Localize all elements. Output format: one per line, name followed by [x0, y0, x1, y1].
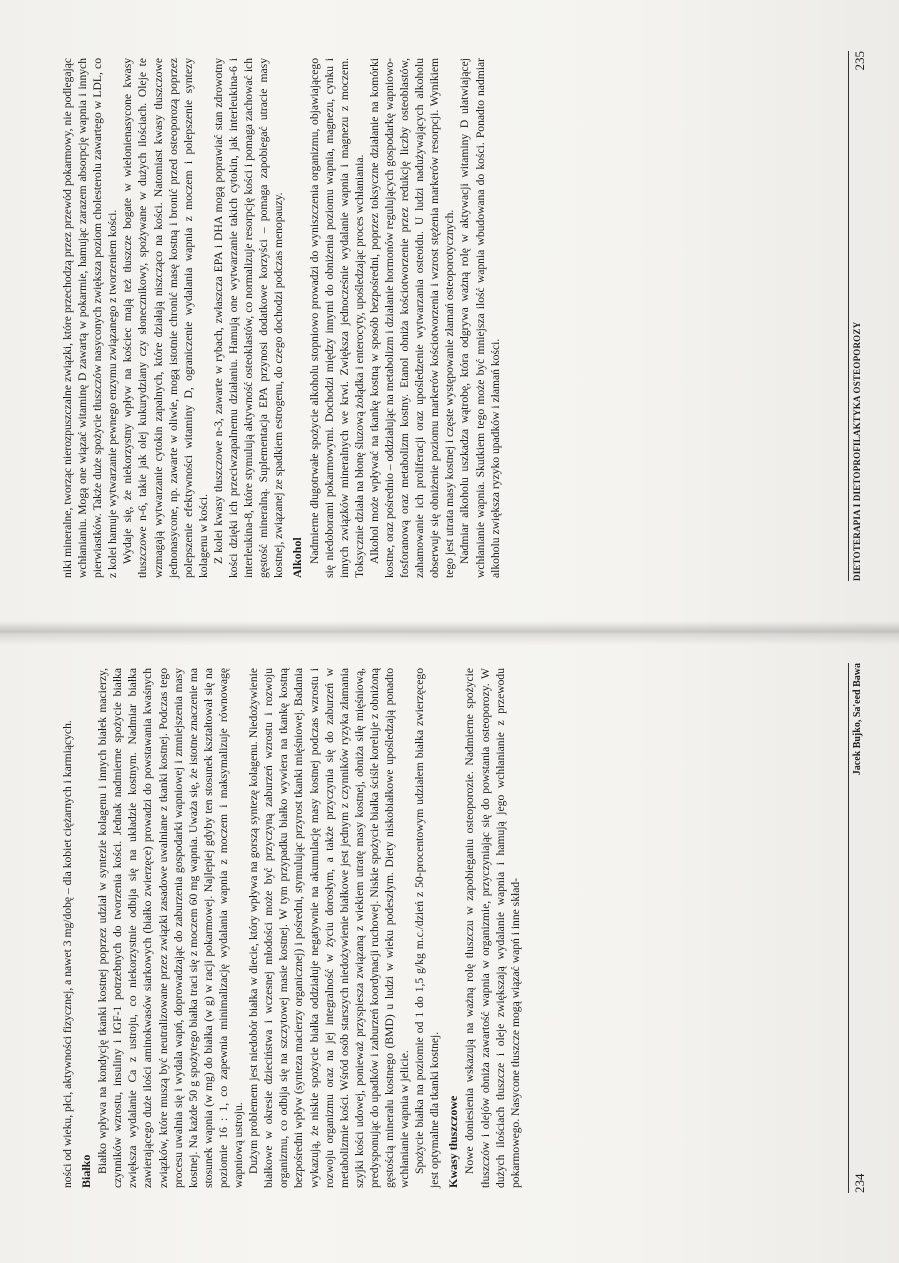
section-heading: Białko: [79, 1154, 94, 1188]
body-paragraph: Nowe doniesienia wskazują na ważną rolę tłuszczu w zapobieganiu osteoporozie. Nadmierne spożycie tłuszczów i olejów obniża zawartość wapnia w organizmie, przyczyniając się do powstania osteoporozy. W dużych ilościach tłuszcze i oleje zwiększają wydalanie wapnia i hamują jego wchłanianie z przewodu pokarmowego. Nasycone tłuszcze mogą wiązać wapń i inne skład-: [463, 668, 522, 1188]
running-head-chapter: DIETOTERAPIA I DIETOPROFILAKTYKA OSTEOPOROZY: [852, 321, 862, 581]
body-paragraph: Spożycie białka na poziomie od 1 do 1,5 g/kg m.c./dzień z 50-procentowym udziałem białka zwierzęcego jest optymalne dla tkanki kostnej.: [413, 668, 442, 1188]
body-paragraph: Z kolei kwasy tłuszczowe n-3, zawarte w rybach, zwłaszcza EPA i DHA mogą poprawiać stan zdrowotny kości dzięki ich przeciwzapalnemu działaniu. Hamują one wytwarzanie takich cytokin, jak interleukina-6 i interleukina-8, które stymulują aktywność osteoklastów, co normalizuje resorpcję kości i pomaga zachować ich gęstość mineralną. Suplementacja EPA przynosi dodatkowe korzyści – pomaga zapobiegać utracie masy kostnej, związanej ze spadkiem estrogenu, do czego dochodzi podczas menopauzy.: [211, 58, 286, 578]
page-number: 235: [852, 51, 867, 71]
body-paragraph: Wydaje się, że niekorzystny wpływ na kościec mają też tłuszcze bogate w wielonienasycone kwasy tłuszczowe n-6, takie jak olej kukurydziany czy słonecznikowy, spożywane w dużych ilościach. Oleje te wzmagają wytwarzanie cytokin zapalnych, które działają niszcząco na kości. Natomiast kwasy tłuszczowe jednonasycone, np. zawarte w oliwie, mogą istotnie chronić masę kostną i bronić przed osteoporozą poprzez polepszenie efektywności witaminy D, ograniczenie wydalania wapnia z moczem i polepszenie syntezy kolagenu w kości.: [121, 58, 210, 578]
section-heading: Alkohol: [290, 537, 305, 578]
left-page-text-column: [60, 668, 523, 1188]
page-number: 234: [852, 1173, 867, 1193]
section-heading: Kwasy tłuszczowe: [446, 1095, 461, 1188]
right-page: [0, 0, 899, 623]
left-page-footer: [848, 663, 868, 1193]
body-paragraph: ności od wieku, płci, aktywności fizycznej, a nawet 3 mg/dobę – dla kobiet ciężarnych i karmiących.: [61, 720, 74, 1188]
right-page-text-column: [60, 58, 503, 578]
book-binding-shadow: [0, 621, 899, 645]
body-paragraph: Alkohol może wpływać na tkankę kostną w sposób bezpośredni, poprzez toksyczne działanie na komórki kostne, oraz pośrednio – oddziałując na metabolizm i działanie hormonów regulujących gospodarkę wapniowo-fosforanową oraz metabolizm kostny. Etanol obniża kościotworzenie przez redukcję liczby osteoblastów, zahamowanie ich proliferacji oraz upośledzenie wytwarzania osteoidu. U ludzi nadużywających alkoholu obserwuje się obniżenie poziomu markerów kościotworzenia i wzrost stężenia markerów resorpcji. Wynikiem tego jest utrata masy kostnej i częste występowanie złamań osteoporotycznych.: [367, 58, 457, 578]
body-paragraph: Dużym problemem jest niedobór białka w diecie, który wpływa na gorszą syntezę kolagenu. Niedożywienie białkowe w okresie dzieciństwa i wczesnej młodości może być przyczyną zaburzeń wzrostu i rozwoju organizmu, co odbija się na szczytowej masie kostnej. W tym przypadku białko wywiera na tkankę kostną bezpośredni wpływ (synteza macierzy organicznej) i pośredni, stymulując przyrost tkanki mięśniowej. Badania wykazują, że niskie spożycie białka oddziałuje negatywnie na akumulację masy kostnej podczas wzrostu i rozwoju organizmu oraz na jej integralność w życiu dorosłym, a także przyczynia się do zaburzeń w metabolizmie kości. Wśród osób starszych niedożywienie białkowe jest jednym z czynników ryzyka złamania szyjki kości udowej, ponieważ przyspiesza związaną z wiekiem utratę masy kostnej, obniża siłę mięśniową, predysponując do upadków i zaburzeń koordynacji ruchowej. Niskie spożycie białka ściśle koreluje z obniżoną gęstością minerału kostnego (BMD) u ludzi w wieku podeszłym. Diety niskobiałkowe upośledzają ponadto wchłanianie wapnia w jelicie.: [247, 668, 412, 1188]
left-page: [0, 643, 899, 1263]
running-head-authors: Jacek Bujko, Sa'eed Bawa: [852, 663, 863, 776]
body-paragraph: Nadmiar alkoholu uszkadza wątrobę, która odgrywa ważną rolę w aktywacji witaminy D ułatwiającej wchłanianie wapnia. Skutkiem tego może być mniejsza ilość wapnia wbudowana do kości. Ponadto nadmiar alkoholu zwiększa ryzyko upadków i złamań kości.: [458, 58, 502, 578]
body-paragraph: Nadmierne długotrwałe spożycie alkoholu stopniowo prowadzi do wyniszczenia organizmu, objawiającego się niedoborami pokarmowymi. Dochodzi między innymi do obniżenia poziomu wapnia, magnezu, cynku i innych związków mineralnych we krwi. Zwiększa jednocześnie wydalanie wapnia i magnezu z moczem. Toksycznie działa na błonę śluzową żołądka i enterocyty, upośledzając proces wchłaniania.: [307, 58, 366, 578]
body-paragraph: Białko wpływa na kondycję tkanki kostnej poprzez udział w syntezie kolagenu i innych białek macierzy, czynników wzrostu, insuliny i IGF-1 potrzebnych do tworzenia kości. Jednak nadmierne spożycie białka zwiększa wydalanie Ca z ustroju, co niekorzystnie odbija się na układzie kostnym. Nadmiar białka zawierającego duże ilości aminokwasów siarkowych (białko zwierzęce) prowadzi do powstawania kwaśnych związków, które muszą być neutralizowane przez związki zasadowe uwalniane z tkanki kostnej. Podczas tego procesu uwalnia się i wydala wapń, doprowadzając do zaburzenia gospodarki wapniowej i zmniejszenia masy kostnej. Na każde 50 g spożytego białka traci się z moczem 60 mg wapnia. Uważa się, że istotne znaczenie ma stosunek wapnia (w mg) do białka (w g) w racji pokarmowej. Najlepiej gdyby ten stosunek kształtował się na poziomie 16 : 1, co zapewnia minimalizację wydalania wapnia z moczem i maksymalizuje równowagę wapniową ustroju.: [96, 668, 246, 1188]
right-page-footer: [848, 51, 868, 581]
body-paragraph: niki mineralne, tworząc nierozpuszczalne związki, które przechodzą przez przewód pokarmowy, nie podlegając wchłanianiu. Mogą one wiązać witaminę D zawartą w pokarmie, hamując zarazem absorpcję wapnia i innych pierwiastków. Także duże spożycie tłuszczów nasyconych zwiększa poziom cholesterolu zawartego w LDL, co z kolei hamuje wytwarzanie pewnego enzymu związanego z tworzeniem kości.: [61, 58, 120, 578]
